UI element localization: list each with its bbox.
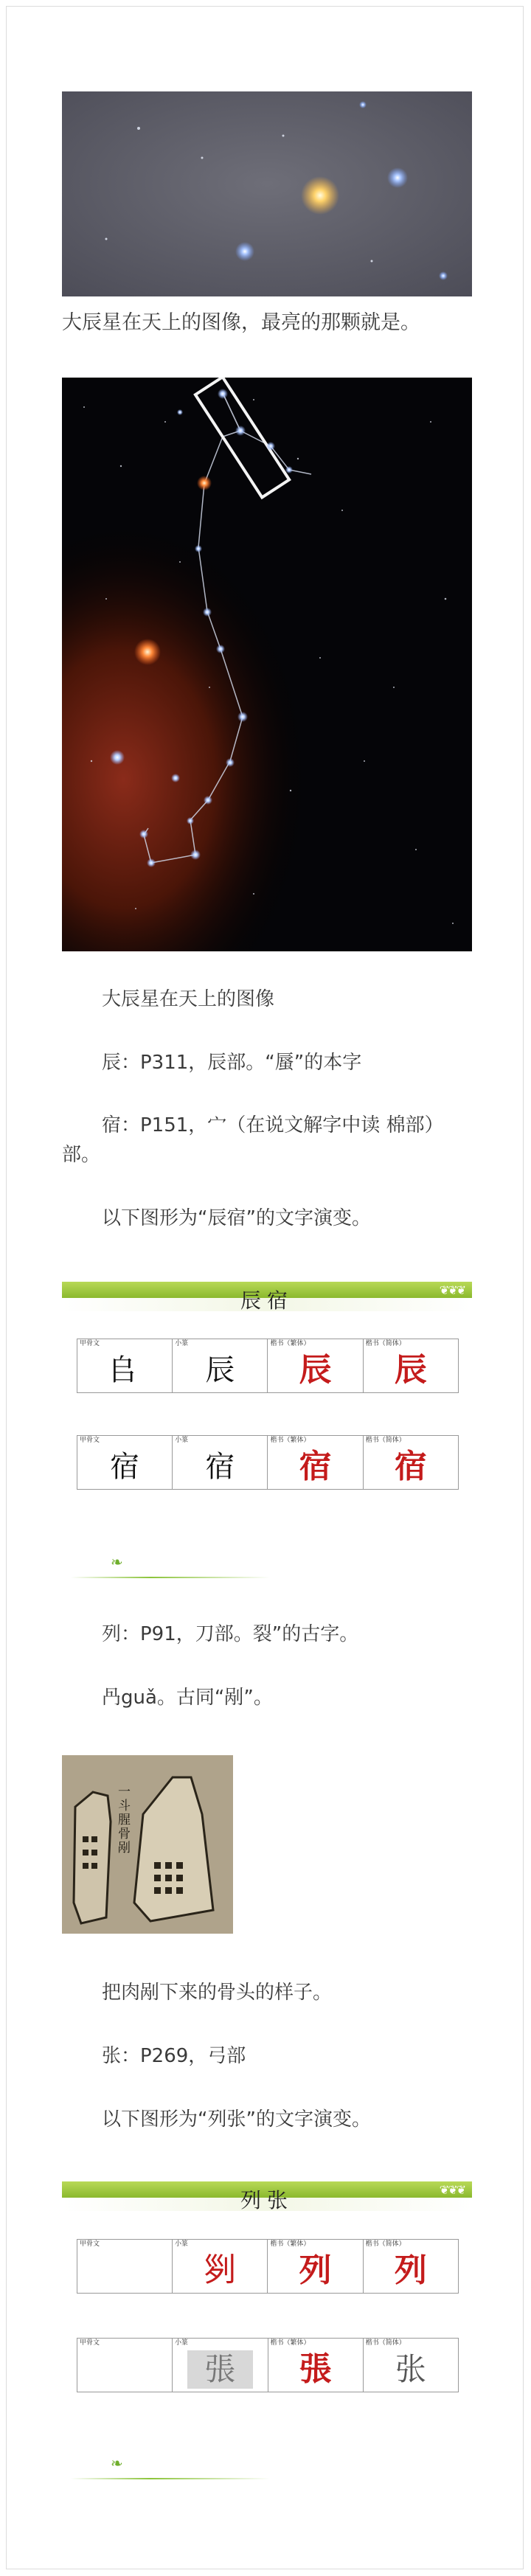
table-cell: 小篆 宿 <box>173 1436 268 1490</box>
section-band-chensu <box>62 1282 472 1311</box>
section-title-chensu: 辰宿 <box>240 1288 294 1313</box>
bone-inscription-image <box>62 1755 233 1934</box>
paragraph-su: 宿：P151，宀（在说文解字中读 棉部）部。 <box>62 1114 444 1166</box>
table-cell: 楷书（简体） 张 <box>363 2339 458 2392</box>
star-closeup-photo <box>62 91 472 296</box>
caption-star-closeup: 大辰星在天上的图像，最亮的那颗就是。 <box>62 311 420 334</box>
table-cell: 楷书（繁体） 張 <box>268 2339 363 2392</box>
table-cell: 小篆 𠛱 <box>173 2240 268 2294</box>
table-cell: 甲骨文 <box>77 2240 173 2294</box>
table-cell: 甲骨文 <box>77 2339 173 2392</box>
paragraph-zhang: 张：P269，弓部 <box>102 2045 246 2067</box>
table-cell: 楷书（繁体） 宿 <box>268 1436 363 1490</box>
table-cell: 楷书（繁体） 列 <box>268 2240 363 2294</box>
table-cell: 甲骨文 𠂤 <box>77 1339 173 1393</box>
leaf-divider-icon: ❧ <box>111 2454 123 2472</box>
section-title-liezhang: 列张 <box>240 2188 294 2212</box>
section-band-liezhang <box>62 2181 472 2211</box>
sprout-icon: ❦❦❦ <box>439 2183 465 2197</box>
leaf-divider-icon: ❧ <box>111 1553 123 1571</box>
caption-constellation: 大辰星在天上的图像 <box>102 988 275 1010</box>
table-cell: 小篆 張 <box>172 2339 268 2392</box>
table-cell: 甲骨文 宿 <box>77 1436 173 1490</box>
paragraph-liezhang-intro: 以下图形为“列张”的文字演变。 <box>102 2108 371 2131</box>
table-cell: 楷书（简体） 辰 <box>363 1339 458 1393</box>
paragraph-bone: 把肉剐下来的骨头的样子。 <box>102 1982 333 2004</box>
constellation-photo <box>62 378 472 951</box>
glyph-table-su <box>77 1435 459 1490</box>
sprout-icon: ❦❦❦ <box>439 1283 465 1297</box>
section-divider <box>71 2478 270 2479</box>
bone-inscription-label: 一斗腥骨剐 <box>115 1785 130 1855</box>
table-cell: 楷书（简体） 宿 <box>363 1436 458 1490</box>
table-cell: 楷书（简体） 列 <box>363 2240 458 2294</box>
glyph-table-lie <box>77 2239 459 2294</box>
paragraph-lie: 列：P91，刀部。裂”的古字。 <box>102 1623 359 1645</box>
paragraph-gua: 冎guǎ。古同“剐”。 <box>102 1687 273 1709</box>
paragraph-chen: 辰：P311，辰部。“蜃”的本字 <box>102 1052 362 1074</box>
table-cell: 小篆 辰 <box>173 1339 268 1393</box>
glyph-table-chen <box>77 1339 459 1393</box>
glyph-table-zhang <box>77 2338 459 2392</box>
paragraph-chensu-intro: 以下图形为“辰宿”的文字演变。 <box>102 1207 371 1229</box>
section-divider <box>71 1577 270 1578</box>
table-cell: 楷书（繁体） 辰 <box>268 1339 363 1393</box>
